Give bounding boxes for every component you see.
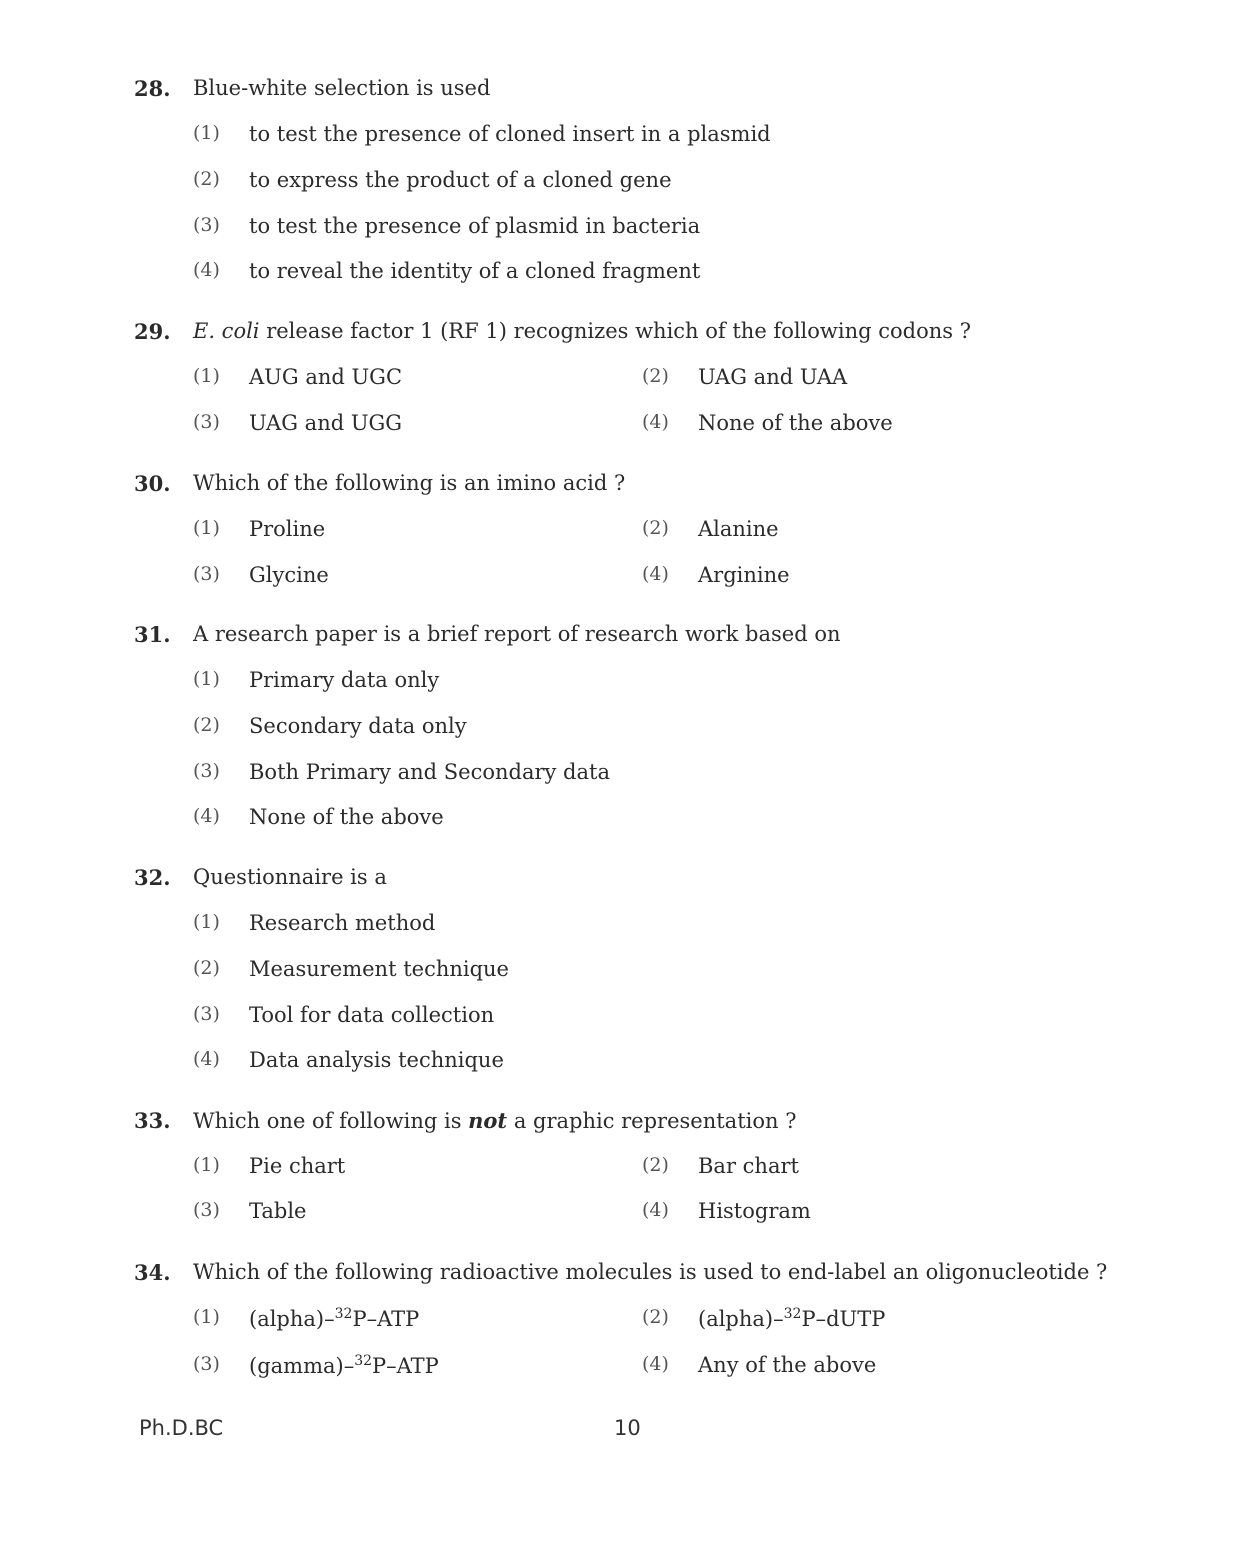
- option-number: (2): [193, 714, 220, 736]
- option-text: Proline: [249, 517, 326, 541]
- option-number: (1): [193, 365, 220, 387]
- question-text-emphasis: not: [468, 1108, 508, 1133]
- question-text: Blue-white selection is used: [193, 76, 491, 100]
- option-text: Histogram: [698, 1199, 811, 1223]
- option-text: to test the presence of plasmid in bacteria: [249, 214, 701, 238]
- question-text-before: Which one of following is: [193, 1109, 469, 1133]
- option-text: Arginine: [698, 563, 790, 587]
- option-text: to test the presence of cloned insert in a plasmid: [249, 122, 771, 146]
- option-text: UAG and UGG: [249, 411, 403, 435]
- option-text: AUG and UGC: [249, 365, 403, 389]
- option-text-pre: (alpha)–: [249, 1307, 335, 1331]
- option-number: (1): [193, 122, 220, 144]
- question-text: Questionnaire is a: [193, 865, 387, 889]
- option-number: (1): [193, 1154, 220, 1176]
- question-text-italic: E. coli: [193, 319, 260, 343]
- question-number: 31.: [134, 622, 171, 647]
- option-text: Data analysis technique: [249, 1048, 504, 1072]
- option-text: Tool for data collection: [249, 1003, 495, 1027]
- option-number: (3): [193, 1353, 220, 1375]
- option-text-superscript: 32: [354, 1353, 373, 1369]
- option-text: Pie chart: [249, 1154, 346, 1178]
- option-text-superscript: 32: [783, 1306, 802, 1322]
- option-text: Alanine: [698, 517, 779, 541]
- option-text: Measurement technique: [249, 957, 509, 981]
- option-text: to reveal the identity of a cloned fragment: [249, 259, 701, 283]
- question-text: Which of the following is an imino acid ?: [193, 471, 626, 495]
- question-text: [193, 319, 971, 343]
- option-text-pre: (gamma)–: [249, 1354, 355, 1378]
- question-text-after: a graphic representation ?: [507, 1109, 797, 1133]
- option-number: (3): [193, 1003, 220, 1025]
- option-number: (2): [642, 517, 669, 539]
- option-text-post: P–dUTP: [801, 1307, 886, 1331]
- option-number: (1): [193, 911, 220, 933]
- option-text: [698, 1306, 885, 1331]
- option-text: Secondary data only: [249, 714, 467, 738]
- option-number: (4): [193, 805, 220, 827]
- option-text: [249, 1306, 419, 1331]
- option-number: (3): [193, 760, 220, 782]
- question-number: 34.: [134, 1260, 171, 1285]
- paper-code: Ph.D.BC: [139, 1416, 224, 1440]
- option-text: None of the above: [249, 805, 444, 829]
- option-text: Any of the above: [698, 1353, 877, 1377]
- option-number: (1): [193, 1306, 220, 1328]
- option-number: (3): [193, 1199, 220, 1221]
- option-text-post: P–ATP: [352, 1307, 420, 1331]
- option-text-post: P–ATP: [372, 1354, 439, 1378]
- option-number: (2): [193, 957, 220, 979]
- option-text: Table: [249, 1199, 307, 1223]
- option-text: Primary data only: [249, 668, 440, 692]
- option-text: Bar chart: [698, 1154, 799, 1178]
- question-number: 29.: [134, 319, 171, 344]
- question-text: A research paper is a brief report of research work based on: [193, 622, 841, 646]
- option-number: (3): [193, 563, 220, 585]
- option-number: (1): [193, 517, 220, 539]
- option-text: Glycine: [249, 563, 329, 587]
- question-number: 30.: [134, 471, 171, 496]
- option-text: [249, 1353, 439, 1378]
- question-text: [193, 1108, 796, 1133]
- option-number: (4): [642, 1199, 669, 1221]
- question-number: 33.: [134, 1108, 171, 1133]
- page-number: 10: [614, 1416, 641, 1440]
- option-number: (3): [193, 411, 220, 433]
- option-number: (1): [193, 668, 220, 690]
- option-number: (4): [193, 259, 220, 281]
- option-text: to express the product of a cloned gene: [249, 168, 672, 192]
- option-number: (2): [193, 168, 220, 190]
- option-text: UAG and UAA: [698, 365, 848, 389]
- option-number: (2): [642, 1306, 669, 1328]
- option-number: (3): [193, 214, 220, 236]
- option-number: (4): [193, 1048, 220, 1070]
- option-number: (2): [642, 365, 669, 387]
- option-text-pre: (alpha)–: [698, 1307, 784, 1331]
- option-number: (4): [642, 411, 669, 433]
- option-text-superscript: 32: [334, 1306, 353, 1322]
- question-text-rest: release factor 1 (RF 1) recognizes which of the following codons ?: [259, 319, 971, 343]
- question-number: 28.: [134, 76, 171, 101]
- question-number: 32.: [134, 865, 171, 890]
- option-text: Both Primary and Secondary data: [249, 760, 610, 784]
- option-text: None of the above: [698, 411, 893, 435]
- question-text: Which of the following radioactive molecules is used to end-label an oligonucleotide ?: [193, 1260, 1108, 1284]
- option-text: Research method: [249, 911, 436, 935]
- option-number: (4): [642, 563, 669, 585]
- option-number: (4): [642, 1353, 669, 1375]
- option-number: (2): [642, 1154, 669, 1176]
